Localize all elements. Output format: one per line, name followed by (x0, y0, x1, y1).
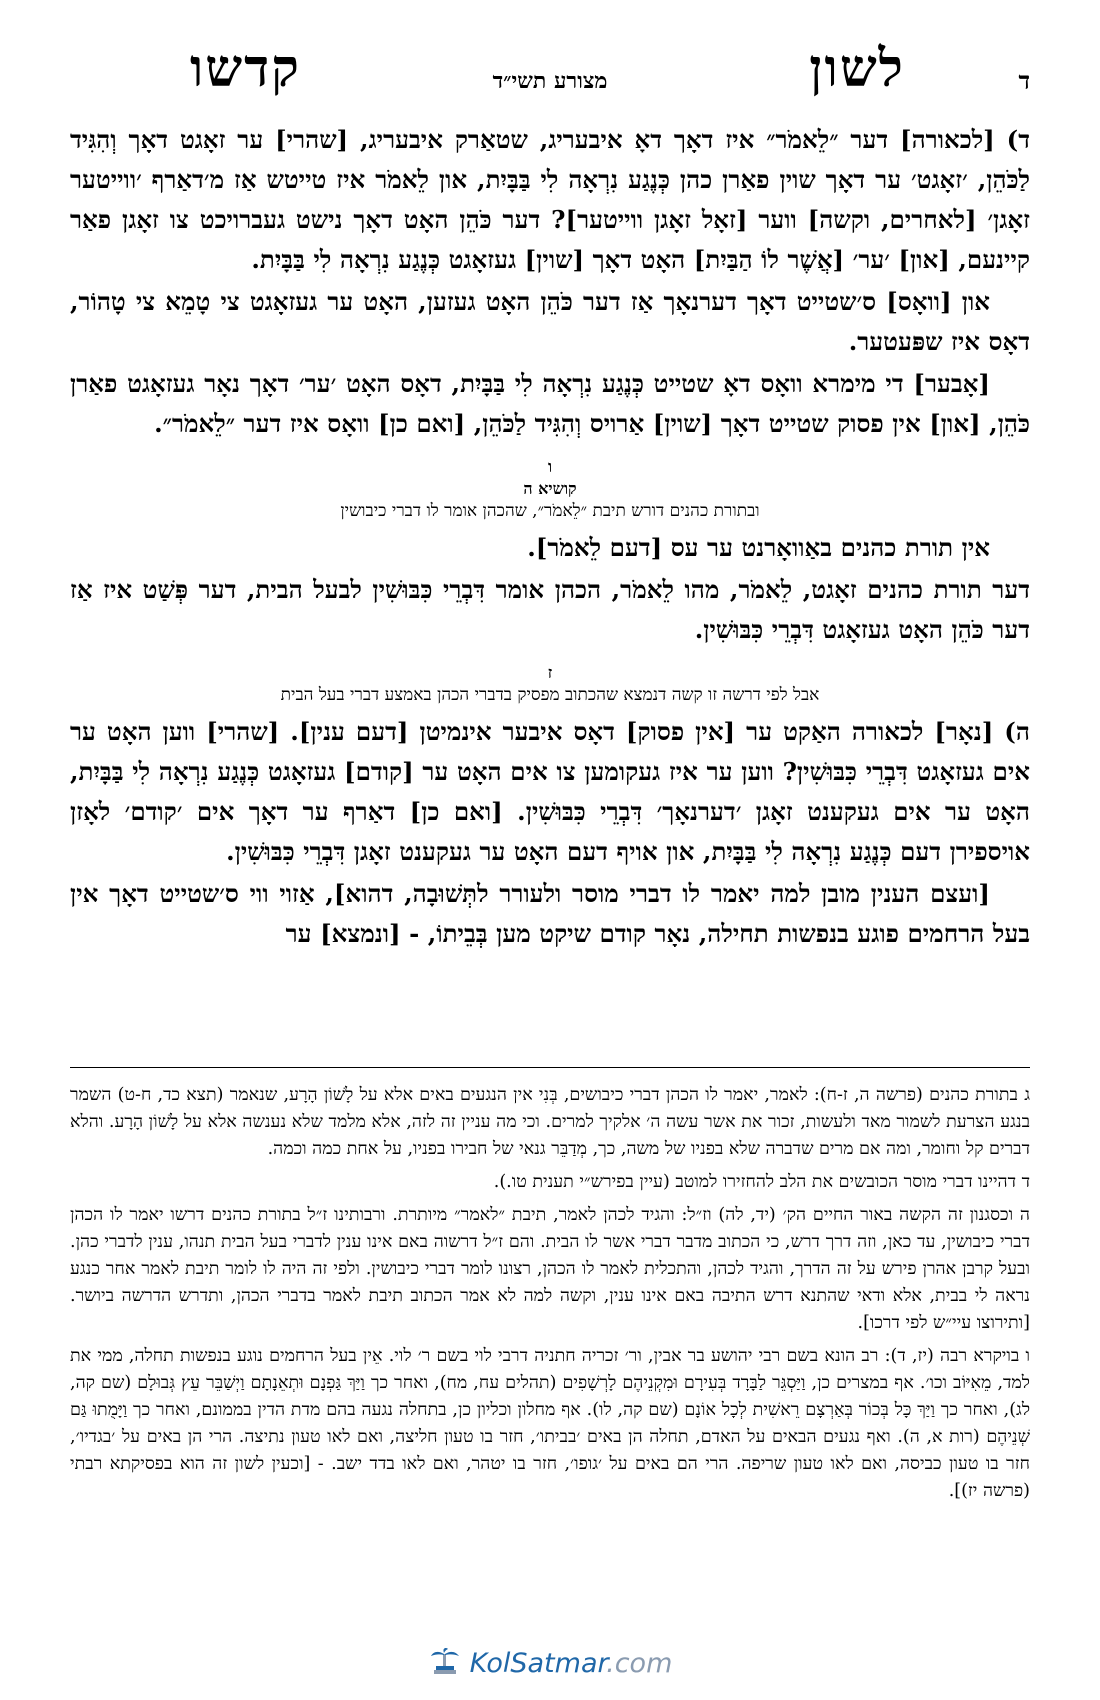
parsha-title: מצורע תשי״ד (492, 68, 608, 94)
logo-wordmark: KolSatmar.com (469, 1647, 673, 1679)
paragraph-continuation: און [וואָס] ס׳שטייט דאָך דערנאָך אַז דער כֹּהֵן האָט געזען, האָט ער געזאָגט צי טָמֵא צי טָהוֹר, דאָס איז שפּעטער. (70, 287, 1030, 356)
footnotes (70, 1082, 1030, 1511)
section-letter: ו (547, 457, 553, 476)
footnote-heh: ה וכסגנון זה הקשה באור החיים הק׳ (יד, לה) וז״ל: והגיד לכהן לאמר, תיבת ״לאמר״ מיותרת. ורבותינו ז״ל בתורת כהנים דרשו יאמר לו הכהן דברי כיבושין, עד כאן, וזה דרך דרש, כי הכתוב מדבר דברי אשר לו הבית. והם ז״ל דרשוה באם אינו ענין לדברי בעל הבית תנהו, ענין לדברי כהן. ובעל קרבן אהרן פירש על זה הדרך, והגיד לכהן, והתכלית לאמר לו הכהן, רצונו לומר דברי כיבושין. ולפי זה היה לו לומר תיבת לאמר אחר כנגע נראה לי בבית, אלא ודאי שהתנא דרש התיבה באם אינו ענין, וקשה למה לא אמר הכתוב תיבת לאמר בדברי הכהן, ותדרש הדרשה ביושר. [ותירוצו עיי״ש לפי דרכו]. (70, 1205, 1030, 1333)
running-title-right: לשון (809, 38, 905, 99)
page-header (70, 40, 1030, 110)
footnote-dalet: ד דהיינו דברי מוסר הכובשים את הלב להחזירו למוטב (עיין בפירש״י תענית טו.). (493, 1172, 1030, 1192)
footnote-gimel: ג בתורת כהנים (פרשה ה, ז-ח): לאמר, יאמר לו הכהן דברי כיבושים, בְּנִי אין הנגעים באים אלא על לָשׁוֹן הָרָע, שנאמר (תצא כד, ח-ט) השמר בנגע הצרעת לשמור מאד ולעשות, זכור את אשר עשה ה׳ אלקיך למרים. וכי מה עניין זה לזה, אלא מלמד שלא נענשה אלא על לָשׁוֹן הָרָע. והלא דברים קל וחומר, ומה אם מרים שדברה שלא בפניו של משה, כך, מְדַבֵּר גנאי של חבירו בפניו, על אחת כמה וכמה. (70, 1085, 1030, 1159)
section-subtitle: ובתורת כהנים דורש תיבת ״לֵאמֹר״, שהכהן אומר לו דברי כיבושין (340, 501, 760, 521)
main-text (70, 120, 1030, 956)
paragraph-4: ד) [לכאורה] דער ״לֵאמֹר״ איז דאָך דאָ איבעריג, שטאַרק איבעריג, [שהרי] ער זאָגט דאָך וְהִגִּיד לַכֹּהֵן, ׳זאָגט׳ ער דאָך שוין פאַרן כהן כְּנֶגַע נִרְאָה לִי בַּבָּיִת, און לֵאמֹר איז טייטש אַז מ׳דאַרף ׳ווייטער זאָגן׳ [לאחרים, וקשה] ווער [זאָל זאָגן ווייטער]? דער כֹּהֵן האָט דאָך נישט געברויכט צו זאָגן פאַר קיינעם, [און] ׳ער׳ [אֲשֶׁר לוֹ הַבַּיִת] האָט דאָך [שוין] געזאָגט כְּנֶגַע נִרְאָה לִי בַּבָּיִת. (70, 125, 1030, 274)
paragraph-torat-kohanim-quote: דער תורת כהנים זאָגט, לֵאמֹר, מהו לֵאמֹר, הכהן אומר דִּבְרֵי כִּבּוּשִׁין לבעל הבית, דער פְּשַׁט איז אַז דער כֹּהֵן האָט געזאָגט דִּבְרֵי כִּבּוּשִׁין. (70, 575, 1030, 644)
section-letter: ז (547, 663, 553, 682)
section-6-heading (70, 456, 1030, 522)
paragraph-essence: [ועצם הענין מובן למה יאמר לו דברי מוסר ולעורר לתְּשׁוּבָה, דהוא], אַזוי ווי ס׳שטייט דאָך אין בעל הרחמים פוגע בנפשות תחילה, נאָר קודם שיקט מען בְּבֵיתוֹ, - [ונמצא] ער (70, 879, 1030, 948)
section-7-heading (70, 662, 1030, 706)
site-logo (0, 1646, 1100, 1690)
section-title: קושיא ה (523, 479, 577, 498)
paragraph-torat-kohanim: אין תורת כהנים באַוואָרנט ער עס [דעם לֵאמֹר]. (527, 533, 990, 562)
footnote-divider (70, 1067, 1030, 1068)
palm-tree-books-icon (428, 1646, 462, 1680)
paragraph-5: ה) [נאָר] לכאורה האַקט ער [אין פסוק] דאָס איבער אינמיטן [דעם ענין]. [שהרי] ווען האָט ער אים געזאָגט דִּבְרֵי כִּבּוּשִׁין? ווען ער איז געקומען צו אים האָט ער [קודם] געזאָגט כְּנֶגַע נִרְאָה לִי בַּבָּיִת, האָט ער אים געקענט זאָגן ׳דערנאָך׳ דִּבְרֵי כִּבּוּשִׁין. [ואם כן] דאַרף ער דאָך אים ׳קודם׳ לאָזן אויספירן דעם כְּנֶגַע נִרְאָה לִי בַּבָּיִת, און אויף דעם האָט ער געקענט זאָגן דִּבְרֵי כִּבּוּשִׁין. (70, 717, 1030, 866)
page-number: ד (1018, 66, 1030, 95)
section-subtitle: אבל לפי דרשה זו קשה דנמצא שהכתוב מפסיק בדברי הכהן באמצע דברי בעל הבית (280, 685, 820, 705)
running-title-left: קדשו (190, 38, 301, 99)
paragraph-question: [אָבער] די מימרא וואָס דאָ שטייט כְּנֶגַע נִרְאָה לִי בַּבָּיִת, דאָס האָט ׳ער׳ דאָך נאָר געזאָגט פאַרן כֹּהֵן, [און] אין פסוק שטייט דאָך [שוין] אַרויס וְהִגִּיד לַכֹּהֵן, [ואם כן] וואָס איז דער ״לֵאמֹר״. (70, 369, 1030, 438)
footnote-vav: ו בויקרא רבה (יז, ד): רב הונא בשם רבי יהושע בר אבין, ור׳ זכריה חתניה דרבי לוי בשם ר׳ לוי. אֵין בעל הרחמים נוגע בנפשות תחלה, ממי את למד, מֵאִיּוֹב וכו׳. אף במצרים כן, וַיַּסְגֵּר לַבָּרָד בְּעִירָם וּמִקְנֵיהֶם לָרְשָׁפִים (תהלים עח, מח), ואחר כך וַיַּךְ גַּפְנָם וּתְאֵנָתָם וַיְשַׁבֵּר עֵץ גְּבוּלָם (שם קה, לג), ואחר כך וַיַּךְ כָּל בְּכוֹר בְּאַרְצָם רֵאשִׁית לְכָל אוֹנָם (שם קה, לו). אף מחלון וכליון כן, בתחלה נגעה בהם מדת הדין בממונם, ואחר כך וַיָּמֻתוּ גַּם שְׁנֵיהֶם (רות א, ה). ואף נגעים הבאים על האדם, תחלה הן באים ׳בביתו׳, חזר בו טעון חליצה, ואם לאו טעון נתיצה. הרי הן באים על ׳בגדיו׳, חזר בו טעון כביסה, ואם לאו טעון שריפה. הרי הם באים על ׳גופו׳, חזר בו יטהר, ואם לאו בדד ישב. - [וכעין לשון זה הוא בפסיקתא רבתי (פרשה יז)]. (70, 1346, 1030, 1501)
